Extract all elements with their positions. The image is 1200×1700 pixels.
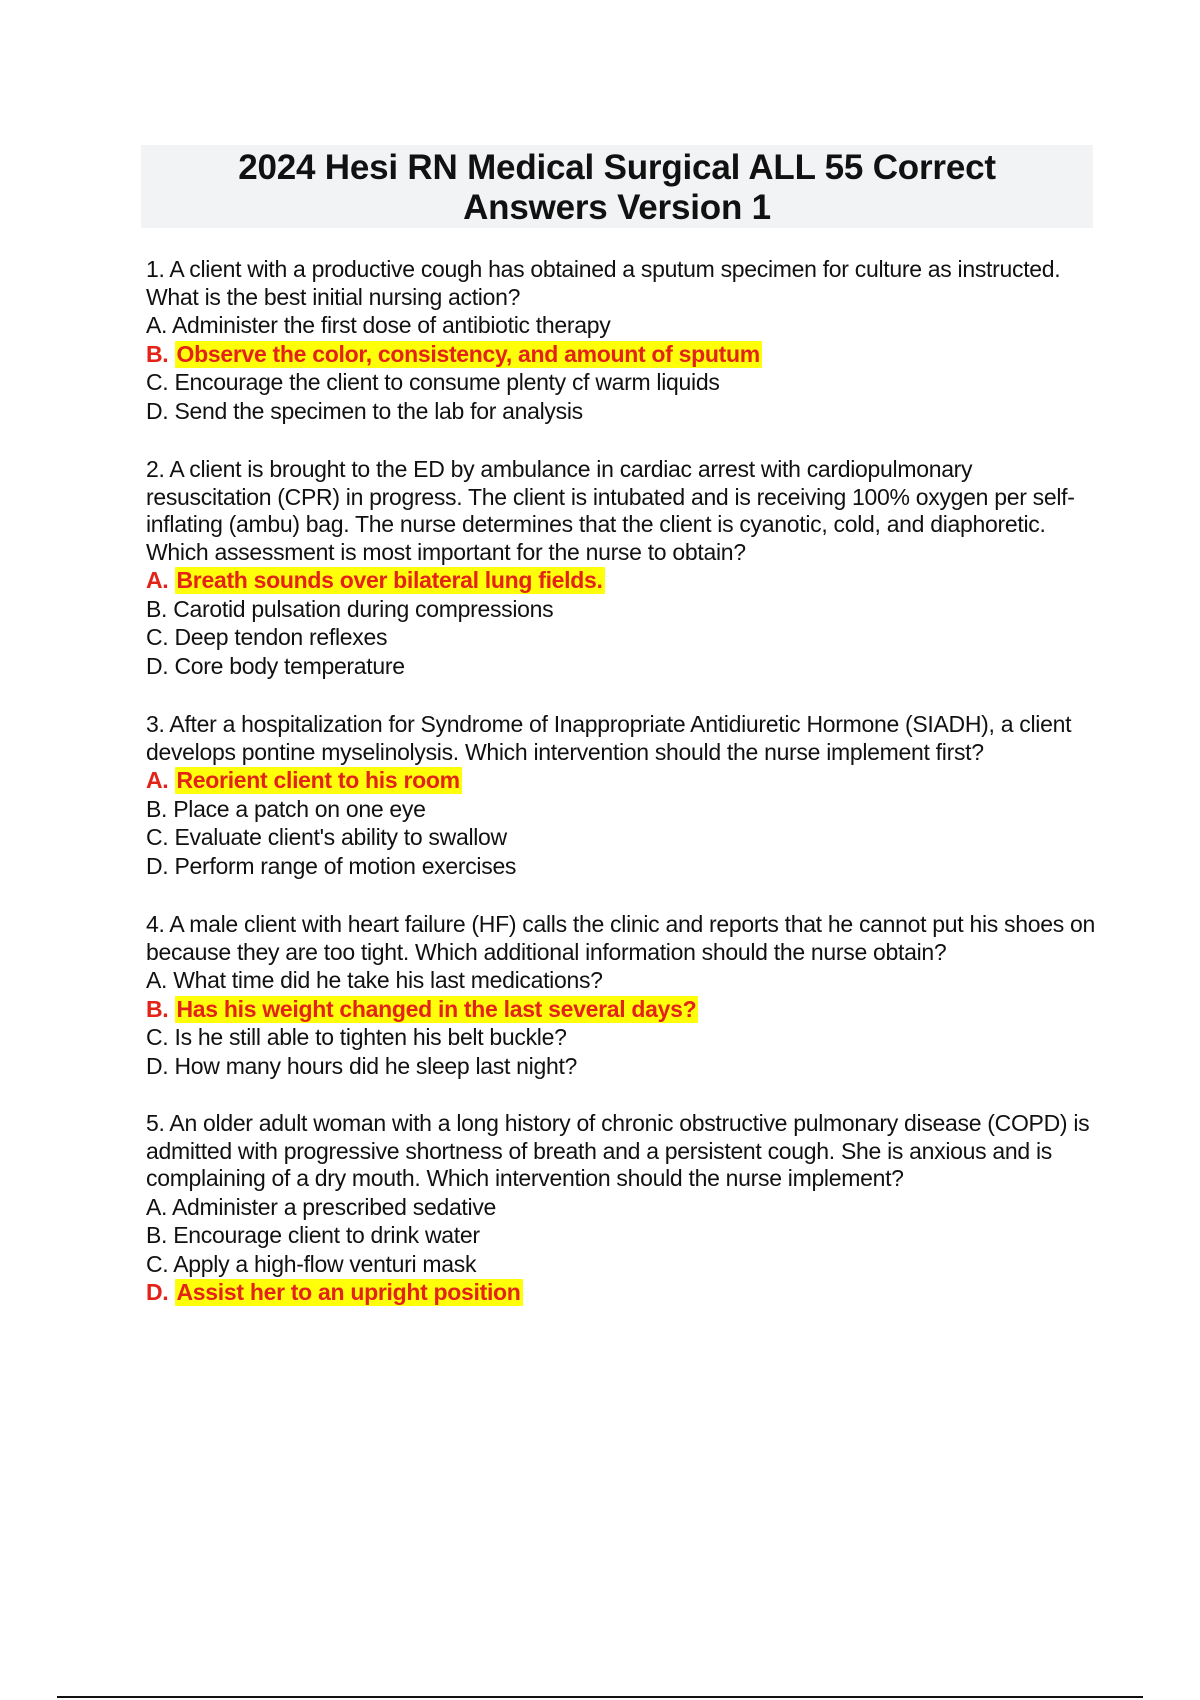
option-text: Encourage the client to consume plenty cf warm liquids	[174, 369, 720, 395]
option-letter: A.	[146, 767, 169, 793]
option-letter: B.	[146, 340, 169, 367]
option-letter: D.	[146, 1052, 169, 1079]
option-letter: C.	[146, 1250, 169, 1277]
option-text: Carotid pulsation during compressions	[173, 595, 554, 622]
option-text: Perform range of motion exercises	[174, 852, 517, 879]
option-d	[146, 652, 1096, 681]
question-stem: 2. A client is brought to the ED by ambulance in cardiac arrest with cardiopulmonary resuscitation (CPR) in progress. The client is intubated and is receiving 100% oxygen per self-inflating (ambu) bag. The nurse determines that the client is cyanotic, cold, and diaphoretic. Which assessment is most important for the nurse to obtain?	[146, 456, 1075, 565]
option-text: Is he still able to tighten his belt buckle?	[174, 1024, 567, 1050]
question-stem: 4. A male client with heart failure (HF) calls the clinic and reports that he cannot put his shoes on because they are too tight. Which additional information should the nurse obtain?	[146, 911, 1095, 965]
title-line-1: 2024 Hesi RN Medical Surgical ALL 55 Correct	[238, 148, 996, 187]
option-d	[146, 397, 1096, 426]
correct-answer-option-a	[146, 766, 1096, 795]
option-b	[146, 595, 1096, 624]
document-title	[141, 145, 1093, 228]
option-text: Send the specimen to the lab for analysis	[174, 397, 583, 424]
option-a	[146, 966, 1096, 995]
highlighted-answer-text: Observe the color, consistency, and amount of sputum	[176, 340, 760, 367]
question-4	[146, 911, 1096, 1080]
option-letter: C.	[146, 624, 169, 650]
option-letter: A.	[146, 567, 169, 593]
correct-answer-option-a	[146, 566, 1096, 595]
option-letter: D.	[146, 1279, 169, 1305]
option-text: Place a patch on one eye	[173, 795, 426, 822]
option-text: Deep tendon reflexes	[174, 624, 388, 650]
option-c	[146, 823, 1096, 852]
option-letter: A.	[146, 1193, 168, 1220]
option-letter: A.	[146, 967, 168, 993]
option-c	[146, 368, 1096, 397]
question-5	[146, 1110, 1096, 1307]
option-text: Core body temperature	[174, 652, 405, 679]
highlighted-answer-text: Breath sounds over bilateral lung fields.	[176, 567, 603, 593]
question-list	[146, 256, 1096, 1336]
option-c	[146, 623, 1096, 652]
footer-divider	[57, 1696, 1143, 1698]
highlighted-answer-text: Reorient client to his room	[176, 767, 460, 793]
option-letter: C.	[146, 824, 169, 850]
option-letter: B.	[146, 995, 169, 1022]
correct-answer-option-b	[146, 340, 1096, 369]
option-text: Apply a high-flow venturi mask	[173, 1250, 477, 1277]
title-line-2: Answers Version 1	[463, 188, 771, 227]
option-text: Evaluate client's ability to swallow	[174, 824, 507, 850]
question-stem: 1. A client with a productive cough has obtained a sputum specimen for culture as instructed. What is the best initial nursing action?	[146, 256, 1061, 310]
highlighted-answer-text: Has his weight changed in the last several days?	[176, 995, 697, 1022]
option-text: Administer the first dose of antibiotic therapy	[171, 312, 611, 338]
option-letter: B.	[146, 795, 168, 822]
option-letter: A.	[146, 312, 168, 338]
question-stem: 3. After a hospitalization for Syndrome of Inappropriate Antidiuretic Hormone (SIADH), a client develops pontine myselinolysis. Which intervention should the nurse implement first?	[146, 711, 1072, 765]
option-text: Encourage client to drink water	[173, 1222, 480, 1248]
option-b	[146, 795, 1096, 824]
option-letter: D.	[146, 852, 169, 879]
question-2	[146, 456, 1096, 680]
option-a	[146, 1193, 1096, 1222]
option-text: How many hours did he sleep last night?	[174, 1052, 578, 1079]
option-letter: D.	[146, 652, 169, 679]
question-stem: 5. An older adult woman with a long history of chronic obstructive pulmonary disease (COPD) is admitted with progressive shortness of breath and a persistent cough. She is anxious and is complaining of a dry mouth. Which intervention should the nurse implement?	[146, 1110, 1090, 1191]
highlighted-answer-text: Assist her to an upright position	[176, 1279, 521, 1305]
option-text: Administer a prescribed sedative	[171, 1193, 497, 1220]
option-letter: C.	[146, 1024, 169, 1050]
option-c	[146, 1250, 1096, 1279]
option-text: What time did he take his last medications?	[173, 967, 603, 993]
option-b	[146, 1221, 1096, 1250]
option-d	[146, 1052, 1096, 1081]
option-c	[146, 1023, 1096, 1052]
question-1	[146, 256, 1096, 425]
option-letter: B.	[146, 1222, 168, 1248]
option-letter: C.	[146, 369, 169, 395]
option-d	[146, 852, 1096, 881]
option-letter: D.	[146, 397, 169, 424]
correct-answer-option-d	[146, 1278, 1096, 1307]
option-letter: B.	[146, 595, 168, 622]
option-a	[146, 311, 1096, 340]
question-3	[146, 711, 1096, 880]
correct-answer-option-b	[146, 995, 1096, 1024]
